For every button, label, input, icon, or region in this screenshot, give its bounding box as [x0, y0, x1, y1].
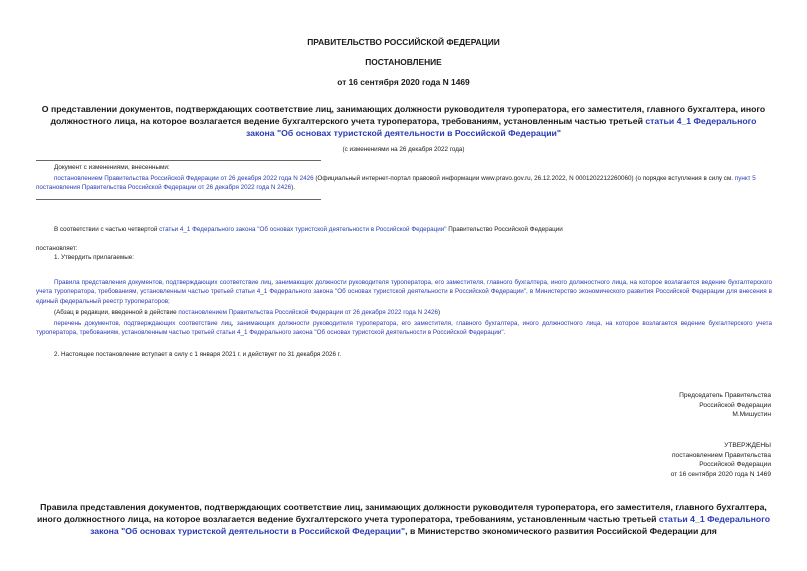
- changes-block: [36, 174, 772, 193]
- document-date-number: от 16 сентября 2020 года N 1469: [337, 77, 470, 87]
- document-title: [35, 103, 772, 139]
- decrees-word: постановляет:: [36, 245, 78, 252]
- preamble-law-link[interactable]: статьи 4_1 Федерального закона "Об основах туристской деятельности в Российской Федерации": [159, 226, 447, 233]
- document-title-text: О представлении документов, подтверждающих соответствие лиц, занимающих должности руководителя туроператора, его заместителя, главного бухгалтера, иного должностного лица, на которое возлагается ведение бухгалтерского учета туроператора, требованиям, установленным частью третьей: [41, 104, 766, 126]
- revision-note: (с изменениями на 26 декабря 2022 года): [342, 146, 465, 153]
- signature-position: Председатель Правительства: [679, 392, 771, 399]
- preamble: [54, 225, 772, 234]
- rules-link[interactable]: Правила представления документов, подтверждающих соответствие лиц, занимающих должности руководителя туроператора, его заместителя, главного бухгалтера, иного должностного лица, на которое возлагается ведение бухгалтерского учета туроператора, требованиям, установленным частью третьей статьи 4_1 Федерального закона "Об основах туристской деятельности в Российской Федерации", в Министерство экономического развития Российской Федерации для внесения в единый федеральный реестр туроператоров;: [36, 279, 772, 305]
- rules-title-link[interactable]: статьи 4_1 Федерального закона "Об основах туристской деятельности в Российской Федерации": [90, 514, 771, 536]
- changes-link-decree[interactable]: постановлением Правительства Российской Федерации от 26 декабря 2022 года N 2426: [54, 175, 314, 182]
- approved-country: Российской Федерации: [699, 461, 771, 468]
- changes-label: Документ с изменениями, внесенными:: [54, 164, 170, 171]
- approved-date: от 16 сентября 2020 года N 1469: [670, 470, 771, 478]
- amendment-note: [54, 308, 772, 317]
- document-type-heading: ПОСТАНОВЛЕНИЕ: [365, 57, 442, 67]
- rules-title-tail: , в Министерство экономического развития Российской Федерации для: [405, 526, 717, 536]
- changes-link-point5[interactable]: пункт 5 постановления Правительства Российской Федерации от 26 декабря 2022 года N 2426: [36, 175, 756, 192]
- item-2: 2. Настоящее постановление вступает в силу с 1 января 2021 г. и действует по 31 декабря 2026 г.: [54, 351, 342, 358]
- signature-name: М.Мишустин: [732, 411, 771, 418]
- approved-heading: УТВЕРЖДЕНЫ: [724, 442, 771, 449]
- government-heading: ПРАВИТЕЛЬСТВО РОССИЙСКОЙ ФЕДЕРАЦИИ: [307, 37, 500, 47]
- approved-block: [471, 441, 771, 479]
- rules-paragraph: [36, 278, 772, 306]
- changes-text-1: (Официальный интернет-портал правовой информации www.pravo.gov.ru, 26.12.2022, N 0001202212260060) (о порядке вступления в силу см.: [313, 175, 734, 182]
- preamble-tail: Правительство Российской Федерации: [446, 226, 563, 233]
- preamble-text: В соответствии с частью четвертой: [54, 226, 158, 233]
- signature-country: Российской Федерации: [699, 401, 771, 409]
- signature-block: [471, 391, 771, 420]
- item-1: 1. Утвердить прилагаемые:: [54, 254, 134, 261]
- amendment-note-tail: ): [437, 309, 441, 316]
- list-link[interactable]: перечень документов, подтверждающих соответствие лиц, занимающих должности руководителя туроператора, его заместителя, главного бухгалтера, иного должностного лица, на которое возлагается ведение бухгалтерского учета туроператора, требованиям, установленным частью третьей статьи 4_1 Федерального закона "Об основах туристской деятельности в Российской Федерации".: [36, 320, 772, 337]
- amendment-note-link[interactable]: постановлением Правительства Российской Федерации от 26 декабря 2022 года N 2426: [178, 309, 438, 316]
- changes-text-2: ).: [291, 184, 296, 192]
- document-title-link[interactable]: статьи 4_1 Федерального закона "Об основах туристской деятельности в Российской Федерации": [245, 116, 757, 138]
- rules-title: [30, 501, 777, 537]
- rules-title-text: Правила представления документов, подтверждающих соответствие лиц, занимающих должности руководителя туроператора, его заместителя, главного бухгалтера, иного должностного лица, на которое возлагается ведение бухгалтерского учета туроператора, требованиям, установленным частью третьей: [36, 502, 767, 524]
- list-paragraph: [36, 319, 772, 338]
- changes-top-rule: [36, 160, 321, 161]
- changes-bottom-rule: [36, 199, 321, 200]
- amendment-note-text: (Абзац в редакции, введенной в действие: [54, 309, 177, 316]
- approved-decree: постановлением Правительства: [671, 451, 771, 459]
